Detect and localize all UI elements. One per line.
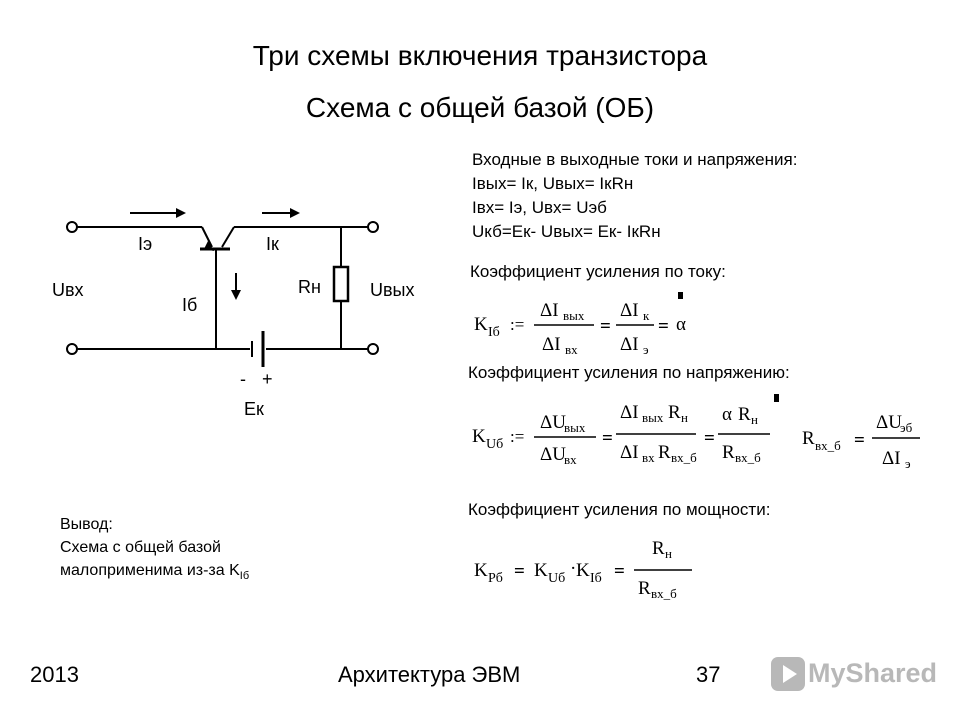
svg-text:·: ·: [570, 558, 577, 579]
info-line-3: Uкб=Ек- Uвых= Ек- IкRн: [472, 222, 661, 241]
logo-text: MyShared: [808, 658, 938, 688]
svg-text:ΔI: ΔI: [882, 448, 901, 469]
conclusion-line-3: [60, 559, 249, 588]
footer-page-number: 37: [696, 662, 721, 687]
svg-text:вх: вх: [564, 452, 577, 467]
svg-text:вх: вх: [565, 342, 578, 357]
svg-text:Iб: Iб: [590, 571, 602, 586]
svg-text:ΔI: ΔI: [542, 334, 561, 355]
svg-text:Iб: Iб: [488, 325, 500, 340]
svg-text:ΔI: ΔI: [620, 300, 639, 321]
formula-current-gain: [470, 288, 730, 360]
svg-text:Uб: Uб: [486, 437, 504, 452]
formula-voltage-gain: [468, 388, 788, 480]
svg-text::=: :=: [510, 427, 525, 446]
conclusion-block: [60, 513, 249, 588]
conclusion-line-2: Схема с общей базой: [60, 539, 221, 556]
label-uin: Uвх: [52, 280, 84, 300]
svg-text:K: K: [576, 560, 590, 581]
current-gain-heading: Коэффициент усиления по току:: [470, 262, 726, 281]
svg-text:R: R: [658, 442, 671, 463]
info-heading: Входные в выходные токи и напряжения:: [472, 150, 798, 169]
voltage-gain-heading: Коэффициент усиления по напряжению:: [468, 363, 790, 382]
formula-input-resistance: [800, 402, 940, 478]
svg-text:=: =: [704, 428, 715, 449]
svg-text:вх_б: вх_б: [815, 438, 841, 453]
svg-text:=: =: [602, 428, 613, 449]
conclusion-line-3-text: малоприменима из-за K: [60, 562, 240, 579]
label-rn: Rн: [298, 277, 321, 297]
svg-text:=: =: [514, 561, 525, 582]
label-plus: +: [262, 369, 273, 389]
slide-subtitle: Схема с общей базой (ОБ): [305, 92, 655, 123]
svg-text:R: R: [652, 538, 665, 559]
svg-text:ΔI: ΔI: [620, 402, 639, 423]
svg-text:ΔI: ΔI: [540, 300, 559, 321]
ie-arrow: [130, 208, 186, 218]
label-ek: Ек: [244, 399, 264, 419]
label-uout: Uвых: [370, 280, 415, 300]
svg-text:K: K: [472, 426, 486, 447]
slide-title: Три схемы включения транзистора: [252, 40, 708, 71]
svg-text:н: н: [751, 412, 758, 427]
label-ib: Iб: [182, 295, 198, 315]
svg-text:ΔU: ΔU: [876, 412, 902, 433]
svg-text:вх_б: вх_б: [735, 450, 761, 465]
svg-text:вх_б: вх_б: [651, 586, 677, 601]
svg-text:эб: эб: [900, 420, 913, 435]
svg-text:K: K: [534, 560, 548, 581]
label-ik: Iк: [266, 234, 279, 254]
svg-text:Pб: Pб: [488, 571, 503, 586]
svg-text:Uб: Uб: [548, 571, 566, 586]
svg-text:α: α: [676, 314, 686, 335]
svg-text:α: α: [722, 404, 732, 425]
play-icon: [770, 656, 806, 692]
ib-arrow: [231, 273, 241, 300]
svg-text:э: э: [643, 342, 649, 357]
footer-course: Архитектура ЭВМ: [338, 662, 521, 687]
label-minus: -: [240, 369, 246, 389]
svg-text:н: н: [665, 546, 672, 561]
svg-text:ΔI: ΔI: [620, 442, 639, 463]
svg-text:ΔU: ΔU: [540, 412, 566, 433]
info-line-1: Iвых= Iк, Uвых= IкRн: [472, 174, 634, 193]
svg-text:вх_б: вх_б: [671, 450, 697, 465]
info-block: [472, 148, 797, 244]
svg-text:э: э: [905, 456, 911, 471]
svg-text:R: R: [738, 404, 751, 425]
svg-text:R: R: [802, 428, 815, 449]
svg-text:R: R: [668, 402, 681, 423]
footer-year: 2013: [30, 662, 79, 687]
svg-text:вых: вых: [564, 420, 586, 435]
common-base-circuit: [30, 195, 440, 435]
svg-text:вых: вых: [563, 308, 585, 323]
formula-power-gain: [470, 526, 710, 610]
svg-text:вх: вх: [642, 450, 655, 465]
svg-text:K: K: [474, 314, 488, 335]
svg-text:ΔI: ΔI: [620, 334, 639, 355]
conclusion-subscript: Iб: [239, 570, 250, 583]
svg-text:вых: вых: [642, 410, 664, 425]
conclusion-line-1: Вывод:: [60, 516, 113, 533]
svg-text::=: :=: [510, 315, 525, 334]
svg-text:=: =: [658, 316, 669, 337]
svg-text:=: =: [854, 430, 865, 451]
svg-text:R: R: [722, 442, 735, 463]
svg-text:=: =: [600, 316, 611, 337]
svg-text:=: =: [614, 561, 625, 582]
svg-text:к: к: [643, 308, 650, 323]
svg-text:н: н: [681, 410, 688, 425]
svg-text:R: R: [638, 578, 651, 599]
svg-text:K: K: [474, 560, 488, 581]
myshared-logo: [768, 652, 938, 696]
svg-text:ΔU: ΔU: [540, 444, 566, 465]
info-line-2: Iвх= Iэ, Uвх= Uэб: [472, 198, 607, 217]
label-ie: Iэ: [138, 234, 153, 254]
ik-arrow: [262, 208, 300, 218]
power-gain-heading: Коэффициент усиления по мощности:: [468, 500, 771, 519]
